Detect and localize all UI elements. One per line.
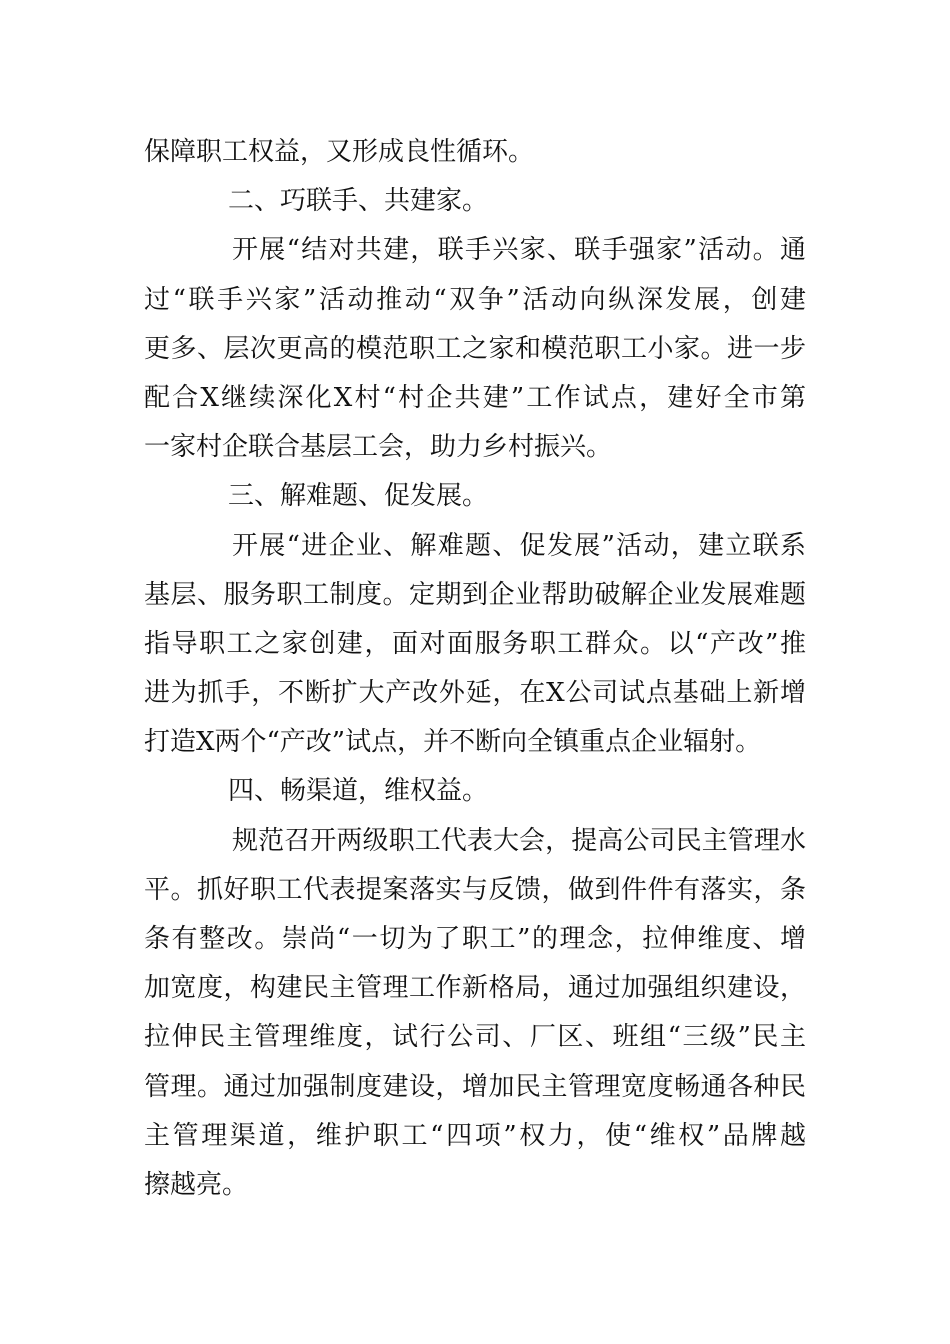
body-line: 进为抓手，不断扩大产改外延，在X公司试点基础上新增 — [144, 678, 806, 709]
body-line: 保障职工权益，又形成良性循环。 — [144, 137, 535, 167]
body-line: 基层、服务职工制度。定期到企业帮助破解企业发展难题 — [144, 579, 806, 610]
body-line: 主管理渠道，维护职工“四项”权力，使“维权”品牌越 — [144, 1120, 806, 1151]
body-line: 平。抓好职工代表提案落实与反馈，做到件件有落实，条 — [144, 874, 806, 905]
body-line: 一家村企联合基层工会，助力乡村振兴。 — [144, 432, 613, 463]
section-heading: 二、巧联手、共建家。 — [228, 186, 489, 217]
body-line: 更多、层次更高的模范职工之家和模范职工小家。进一步 — [144, 333, 806, 364]
body-line: 拉伸民主管理维度，试行公司、厂区、班组“三级”民主 — [144, 1022, 806, 1053]
document-body — [144, 128, 806, 1210]
body-line: 指导职工之家创建，面对面服务职工群众。以“产改”推 — [144, 628, 806, 659]
body-line: 管理。通过加强制度建设，增加民主管理宽度畅通各种民 — [144, 1071, 806, 1102]
body-line: 擦越亮。 — [144, 1169, 249, 1200]
body-line: 条有整改。崇尚“一切为了职工”的理念，拉伸维度、增 — [144, 924, 806, 954]
body-line: 打造X两个“产改”试点，并不断向全镇重点企业辐射。 — [144, 727, 762, 758]
body-line: 加宽度，构建民主管理工作新格局，通过加强组织建设， — [144, 973, 806, 1004]
body-line: 过“联手兴家”活动推动“双争”活动向纵深发展，创建 — [144, 284, 806, 315]
paragraph-first-line: 开展“结对共建，联手兴家、联手强家”活动。通 — [232, 235, 806, 266]
paragraph-first-line: 开展“进企业、解难题、促发展”活动，建立联系 — [232, 530, 806, 561]
section-heading: 四、畅渠道，维权益。 — [228, 776, 489, 807]
section-heading: 三、解难题、促发展。 — [228, 481, 489, 512]
paragraph-first-line: 规范召开两级职工代表大会，提高公司民主管理水 — [232, 825, 806, 856]
body-line: 配合X继续深化X村“村企共建”工作试点，建好全市第 — [144, 382, 806, 413]
